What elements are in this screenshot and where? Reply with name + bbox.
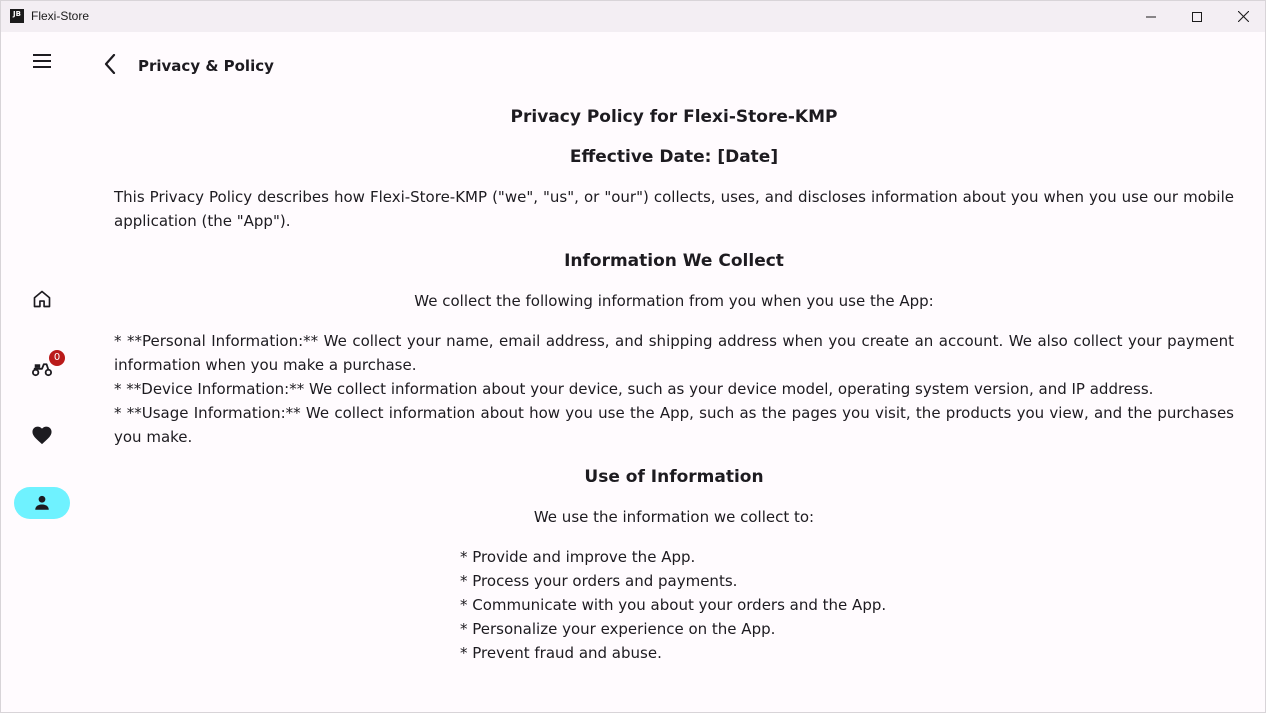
rail-item-wishlist[interactable] bbox=[14, 419, 70, 451]
heart-icon bbox=[31, 425, 53, 445]
list-item: * **Device Information:** We collect information about your device, such as your device model, operating system version, and IP address. bbox=[114, 380, 1154, 398]
back-arrow-icon bbox=[104, 54, 116, 74]
hamburger-menu-icon bbox=[33, 54, 51, 68]
collect-list bbox=[114, 329, 1234, 449]
effective-date: Effective Date: [Date] bbox=[569, 147, 779, 167]
rail-item-cart[interactable] bbox=[14, 351, 70, 383]
list-item: * Provide and improve the App. bbox=[460, 548, 696, 566]
close-button[interactable] bbox=[1220, 1, 1266, 32]
page-title: Privacy & Policy bbox=[138, 57, 274, 75]
rail-item-profile[interactable] bbox=[14, 487, 70, 519]
minimize-button[interactable] bbox=[1128, 1, 1174, 32]
intro-paragraph: This Privacy Policy describes how Flexi-Store-KMP ("we", "us", or "our") collects, uses, and discloses information about you when you use our mobile application (the "App"). bbox=[114, 188, 1234, 230]
section-heading-use: Use of Information bbox=[584, 467, 764, 487]
home-icon bbox=[32, 289, 52, 309]
minimize-icon bbox=[1146, 12, 1156, 22]
privacy-policy-content bbox=[114, 101, 1234, 665]
list-item: * Process your orders and payments. bbox=[460, 572, 738, 590]
person-icon bbox=[33, 494, 51, 512]
list-item: * Prevent fraud and abuse. bbox=[460, 644, 662, 662]
back-button[interactable] bbox=[97, 51, 123, 77]
collect-lead: We collect the following information from you when you use the App: bbox=[414, 292, 934, 310]
menu-button[interactable] bbox=[25, 49, 59, 73]
policy-title: Privacy Policy for Flexi-Store-KMP bbox=[510, 107, 838, 127]
window-title: Flexi-Store bbox=[31, 9, 90, 23]
list-item: * Communicate with you about your orders and the App. bbox=[460, 596, 887, 614]
use-lead: We use the information we collect to: bbox=[533, 508, 815, 526]
rail-item-home[interactable] bbox=[14, 283, 70, 315]
section-heading-collect: Information We Collect bbox=[564, 251, 784, 271]
maximize-icon bbox=[1192, 12, 1202, 22]
maximize-button[interactable] bbox=[1174, 1, 1220, 32]
navigation-rail bbox=[1, 32, 83, 713]
list-item: * **Personal Information:** We collect your name, email address, and shipping address when you create an account. We also collect your payment information when you make a purchase. bbox=[114, 332, 1234, 374]
use-list bbox=[460, 545, 1234, 665]
close-icon bbox=[1238, 11, 1249, 22]
app-logo-icon: JB bbox=[10, 9, 24, 23]
cart-badge: 0 bbox=[49, 350, 65, 366]
title-bar bbox=[1, 1, 1265, 32]
list-item: * Personalize your experience on the App. bbox=[460, 620, 776, 638]
list-item: * **Usage Information:** We collect information about how you use the App, such as the pages you visit, the products you view, and the purchases you make. bbox=[114, 404, 1234, 446]
